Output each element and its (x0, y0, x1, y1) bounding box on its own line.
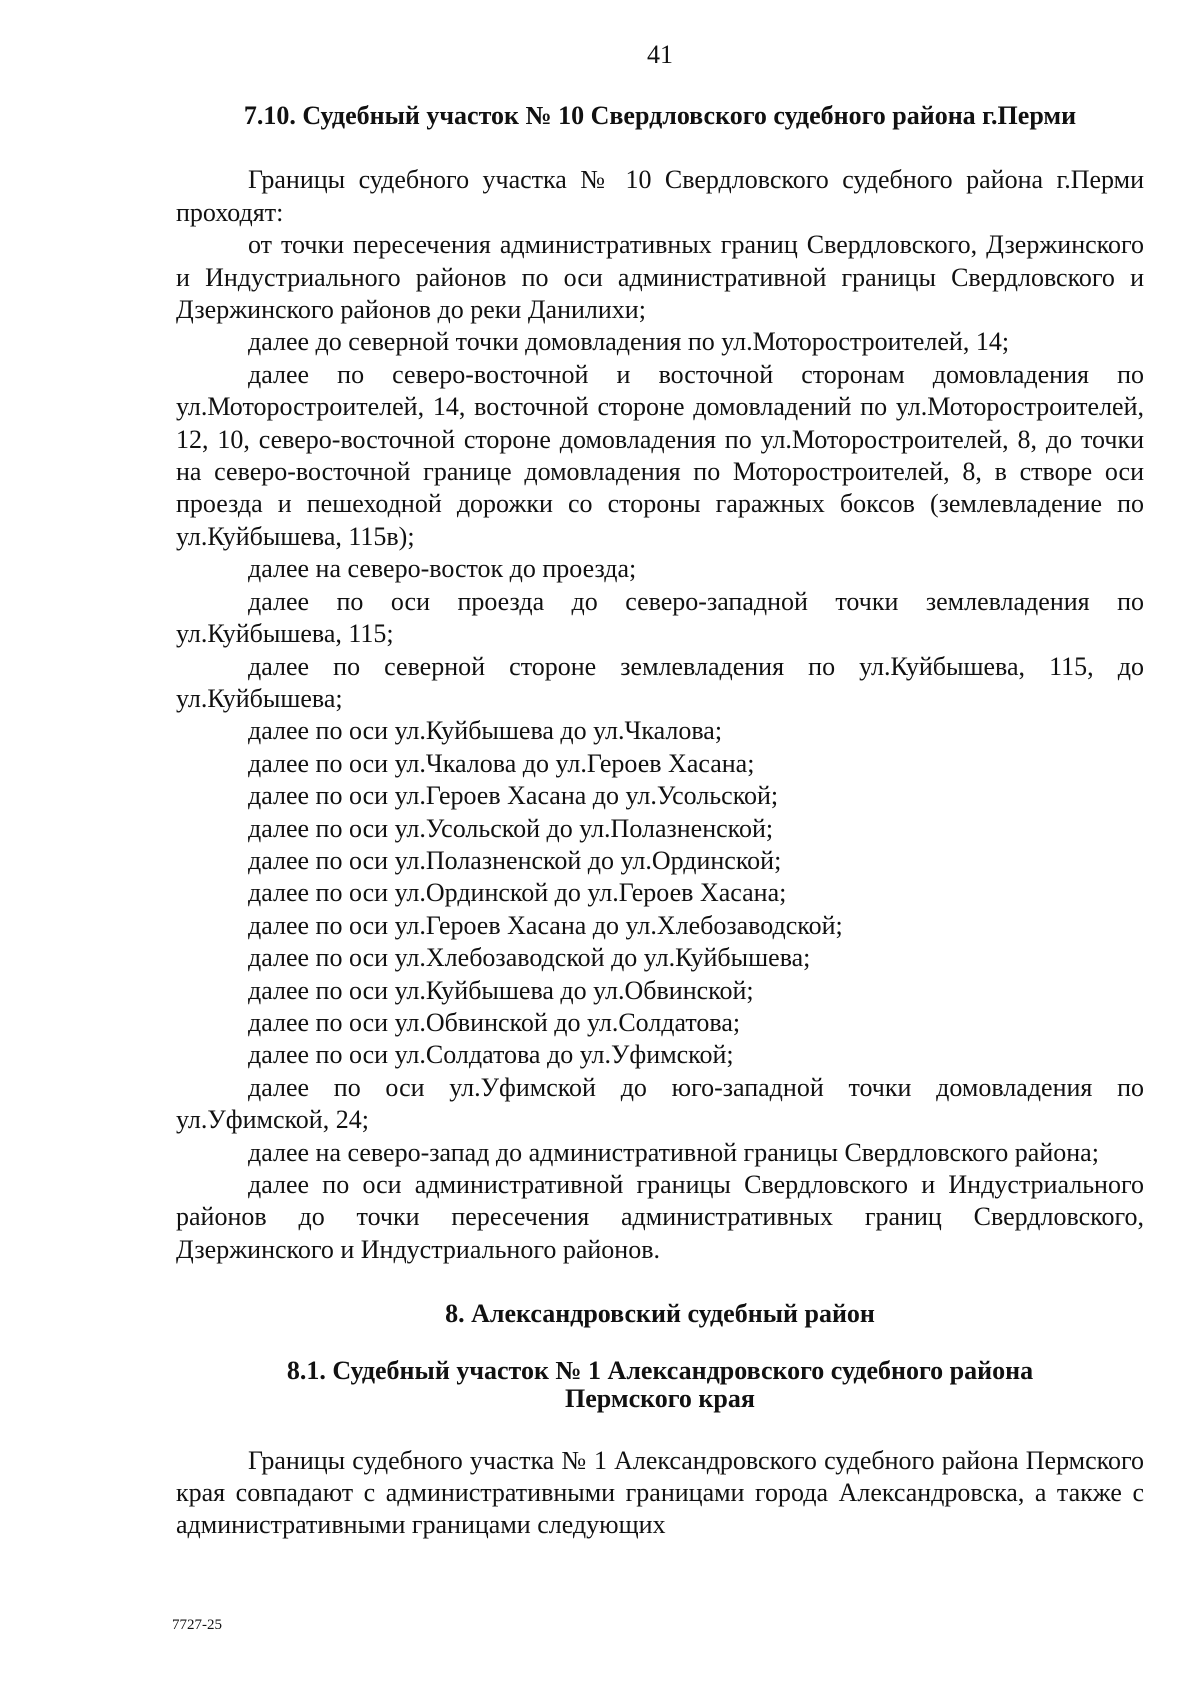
section-8-1-body (176, 1445, 1144, 1542)
paragraph: от точки пересечения административных границ Свердловского, Дзержинского и Индустриального районов по оси административной границы Свердловского и Дзержинского районов до реки Данилихи; (176, 230, 1144, 325)
paragraph: далее по оси ул.Полазненской до ул.Ординской; (248, 845, 782, 875)
section-8-1-heading-line2: Пермского края (565, 1383, 755, 1413)
paragraph: далее по оси ул.Усольской до ул.Полазненской; (248, 813, 774, 843)
paragraph: далее на северо-запад до административной границы Свердловского района; (248, 1137, 1099, 1167)
document-code: 7727-25 (172, 1617, 222, 1633)
paragraph: далее по оси ул.Ординской до ул.Героев Хасана; (248, 878, 787, 908)
paragraph: далее по оси ул.Хлебозаводской до ул.Куйбышева; (248, 943, 811, 973)
paragraph: далее на северо-восток до проезда; (248, 554, 637, 584)
document-body (176, 100, 1144, 1542)
paragraph: далее по оси проезда до северо-западной точки землевладения по ул.Куйбышева, 115; (176, 586, 1144, 649)
paragraph: Границы судебного участка № 1 Александровского судебного района Пермского края совпадают с административными границами города Александровска, а также с административными границами следующих (176, 1445, 1144, 1540)
paragraph: Границы судебного участка № 10 Свердловского судебного района г.Перми проходят: (176, 165, 1144, 227)
paragraph: далее по оси ул.Чкалова до ул.Героев Хасана; (248, 748, 755, 778)
paragraph: далее по северо-восточной и восточной сторонам домовладения по ул.Моторостроителей, 14, восточной стороне домовладений по ул.Моторостроителей, 12, 10, северо-восточной стороне домовладения по ул.Моторостроителей, 8, до точки на северо-восточной границе домовладения по Моторостроителей, 8, в створе оси проезда и пешеходной дорожки со стороны гаражных боксов (землевладение по ул.Куйбышева, 115в); (176, 359, 1144, 551)
section-7-10-body (176, 164, 1144, 1266)
paragraph: далее по оси ул.Солдатова до ул.Уфимской; (248, 1040, 734, 1070)
paragraph: далее по оси административной границы Свердловского и Индустриального районов до точки пересечения административных границ Свердловского, Дзержинского и Индустриального районов. (176, 1170, 1144, 1264)
section-7-10-heading: 7.10. Судебный участок № 10 Свердловского судебного района г.Перми (243, 101, 1077, 130)
section-8-heading: 8. Александровский судебный район (445, 1299, 875, 1329)
section-8-1-heading (176, 1357, 1144, 1413)
section-8-1-heading-line1: 8.1. Судебный участок № 1 Александровского судебного района (286, 1355, 1034, 1385)
paragraph: далее по оси ул.Куйбышева до ул.Чкалова; (248, 716, 723, 746)
paragraph: далее по оси ул.Обвинской до ул.Солдатова; (248, 1007, 741, 1037)
paragraph: далее по северной стороне землевладения по ул.Куйбышева, 115, до ул.Куйбышева; (176, 651, 1144, 713)
paragraph: далее по оси ул.Уфимской до юго-западной точки домовладения по ул.Уфимской, 24; (176, 1072, 1144, 1135)
page-number: 41 (647, 40, 673, 69)
paragraph: далее по оси ул.Героев Хасана до ул.Хлебозаводской; (248, 910, 843, 940)
paragraph: далее по оси ул.Куйбышева до ул.Обвинской; (248, 975, 754, 1005)
paragraph: далее до северной точки домовладения по ул.Моторостроителей, 14; (248, 327, 1010, 357)
paragraph: далее по оси ул.Героев Хасана до ул.Усольской; (248, 781, 779, 811)
